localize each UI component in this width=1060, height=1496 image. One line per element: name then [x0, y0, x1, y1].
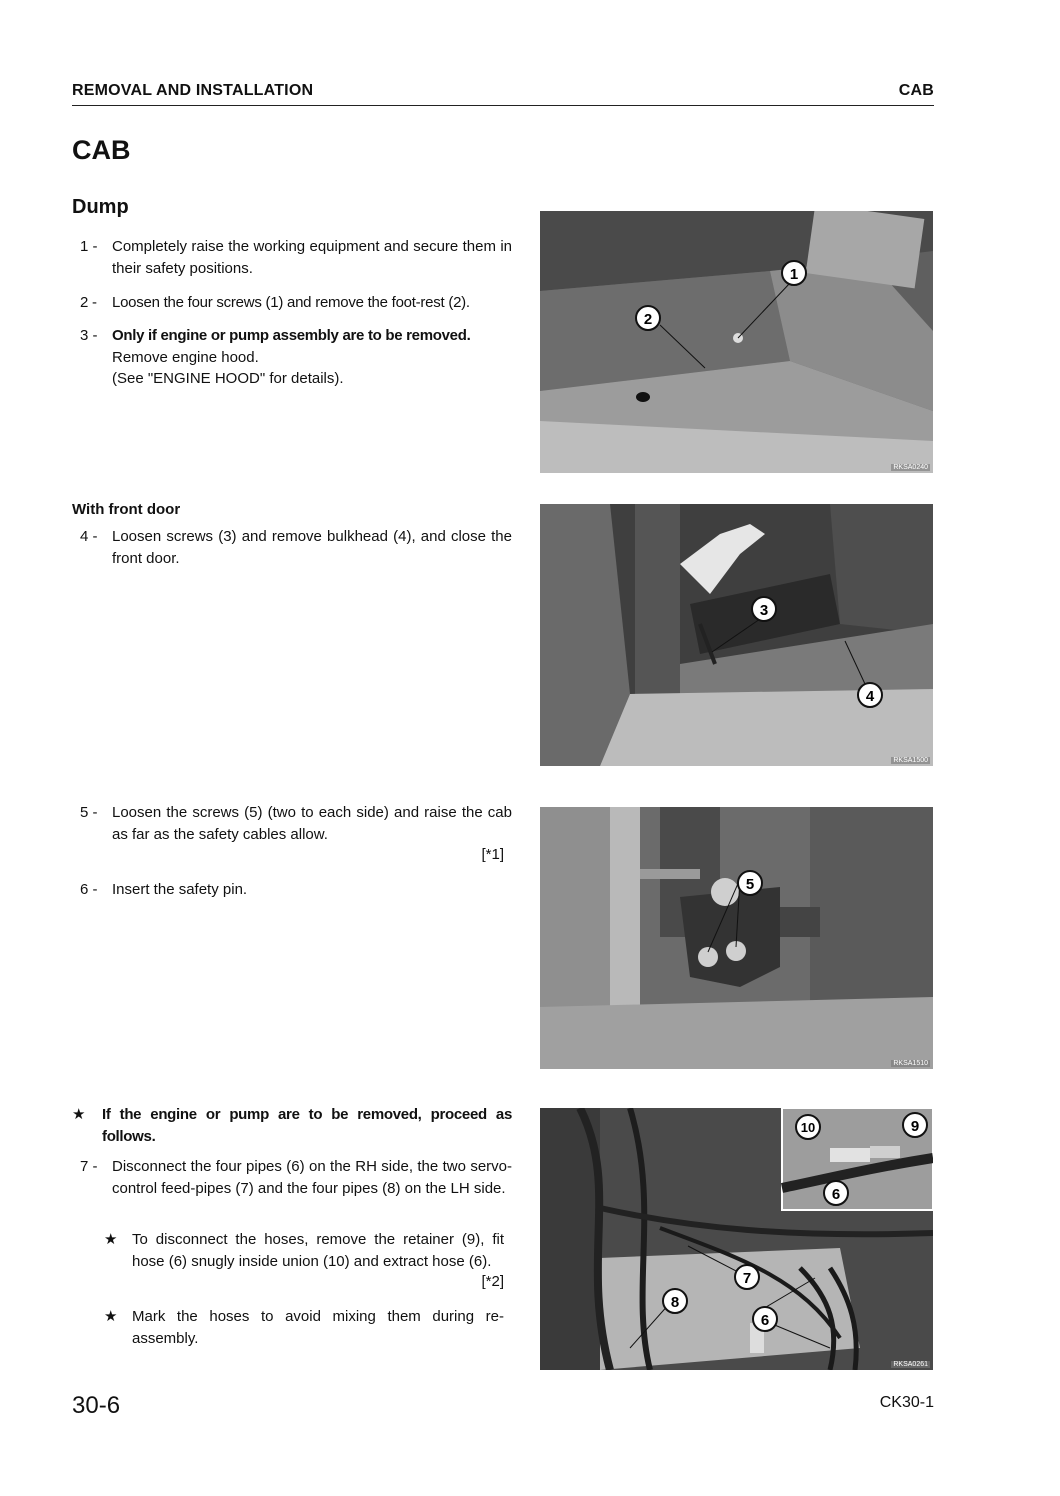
photo-cab-screws-illustration: [540, 807, 933, 1069]
step-text: Disconnect the four pipes (6) on the RH side, the two servo-control feed-pipes (7) and the four pipes (8) on the LH side.: [112, 1158, 512, 1197]
callout-label: 7: [742, 1270, 752, 1287]
note-text: If the engine or pump are to be removed, proceed as follows.: [102, 1106, 512, 1145]
step-number: 2 -: [80, 294, 97, 311]
callout-label: 5: [745, 876, 755, 893]
page-title: CAB: [72, 135, 131, 165]
photo-code: RKSA0261: [893, 1361, 928, 1368]
header-rule: [72, 105, 934, 106]
step-5: [80, 802, 512, 845]
step-number: 5 -: [80, 804, 98, 821]
callout-label: 3: [759, 602, 769, 619]
step-bold-text: Only if engine or pump assembly are to be removed.: [112, 327, 471, 344]
photo-footrest-illustration: [540, 211, 933, 473]
star-icon: ★: [72, 1106, 86, 1123]
step-4: [80, 526, 512, 569]
step-text: Loosen the screws (5) (two to each side) and raise the cab as far as the safety cables allow.: [112, 804, 512, 843]
note-disconnect: [104, 1229, 504, 1272]
callout-label: 8: [670, 1294, 680, 1311]
step-7: [80, 1156, 512, 1199]
star-icon: ★: [104, 1308, 118, 1325]
header-right-label: CAB: [898, 82, 934, 99]
step-6: [80, 879, 512, 901]
photo-hoses: [540, 1108, 933, 1370]
note-engine-pump: [72, 1104, 512, 1147]
note-mark: [104, 1306, 504, 1349]
model-code: CK30-1: [879, 1394, 934, 1411]
step-number: 6 -: [80, 881, 98, 898]
callout-label: 1: [789, 266, 799, 283]
step-2: [80, 292, 512, 314]
page-number: 30-6: [72, 1392, 121, 1419]
step-number: 4 -: [80, 528, 98, 545]
note-text: Mark the hoses to avoid mixing them during re-assembly.: [132, 1308, 504, 1347]
subheading-front-door: With front door: [72, 501, 181, 518]
section-header: REMOVAL AND INSTALLATION: [72, 82, 314, 99]
callout-label: 6: [831, 1186, 841, 1203]
step-1: [80, 236, 512, 279]
step-text-line: Remove engine hood.: [112, 348, 259, 366]
callout-label: 6: [760, 1312, 770, 1329]
step-number: 3 -: [80, 327, 98, 344]
step-text: Loosen screws (3) and remove bulkhead (4), and close the front door.: [112, 528, 512, 567]
callout-label: 4: [865, 688, 875, 705]
photo-code: RKSA1500: [893, 757, 928, 764]
section-subtitle: Dump: [72, 196, 129, 218]
photo-code: RKSA0240: [893, 464, 928, 471]
reference-mark: [*2]: [481, 1273, 504, 1290]
step-text: Loosen the four screws (1) and remove the foot-rest (2).: [112, 294, 470, 311]
step-3: [80, 325, 512, 390]
step-number: 7 -: [80, 1158, 98, 1175]
callout-label: 9: [910, 1118, 920, 1135]
note-text: To disconnect the hoses, remove the retainer (9), fit hose (6) snugly inside union (10) and extract hose (6).: [132, 1231, 504, 1270]
reference-mark: [*1]: [481, 846, 504, 863]
photo-bulkhead: [540, 504, 933, 766]
photo-footrest: [540, 211, 933, 473]
star-icon: ★: [104, 1231, 118, 1248]
step-text-line: (See "ENGINE HOOD" for details).: [112, 370, 344, 387]
photo-bulkhead-illustration: [540, 504, 933, 766]
callout-label: 2: [643, 311, 653, 328]
callout-label: 10: [800, 1120, 816, 1135]
photo-cab-screws: [540, 807, 933, 1069]
step-text: Insert the safety pin.: [112, 881, 248, 898]
photo-code: RKSA1510: [893, 1060, 928, 1067]
photo-hoses-illustration: [540, 1108, 933, 1370]
step-text: Completely raise the working equipment and secure them in their safety positions.: [112, 238, 512, 277]
step-number: 1 -: [80, 238, 98, 255]
